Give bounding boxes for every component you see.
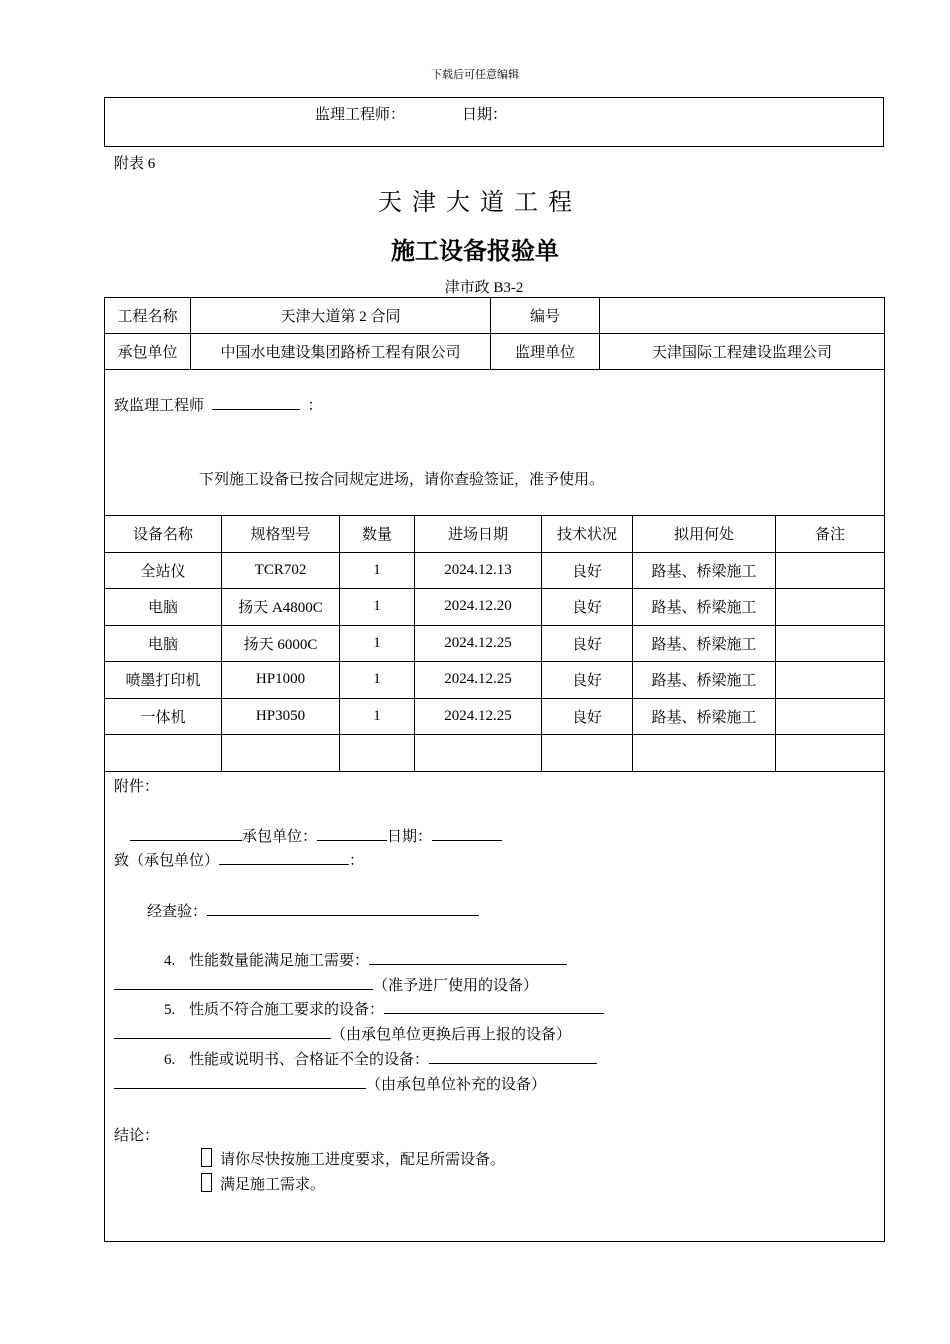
number-value	[600, 298, 885, 334]
table-cell: 全站仪	[105, 552, 222, 589]
to-contractor-label: 致（承包单位）	[114, 853, 220, 869]
item-6-note-blank	[114, 1074, 366, 1089]
conclusion-option-1[interactable]	[201, 1148, 505, 1169]
table-cell	[776, 735, 885, 772]
table-cell: 1	[340, 589, 415, 626]
table-cell: 2024.12.20	[415, 589, 542, 626]
item-5-note-line	[114, 1023, 571, 1044]
table-cell: 2024.12.25	[415, 698, 542, 735]
project-name-value: 天津大道第 2 合同	[191, 298, 491, 334]
contractor-value: 中国水电建设集团路桥工程有限公司	[191, 334, 491, 370]
table-cell: 1	[340, 698, 415, 735]
table-cell	[776, 662, 885, 699]
notice-body: 下列施工设备已按合同规定进场，请你查验签证，准予使用。	[199, 472, 605, 488]
table-cell	[415, 735, 542, 772]
header-note: 下载后可任意编辑	[431, 69, 519, 81]
table-row	[105, 662, 885, 699]
item-6-text: 性能或说明书、合格证不全的设备：	[189, 1052, 430, 1068]
table-cell: 良好	[542, 698, 633, 735]
contractor-sign-blank	[317, 826, 387, 841]
project-title: 天津大道工程	[378, 190, 582, 216]
table-cell: 良好	[542, 552, 633, 589]
attachments-label: 附件：	[114, 779, 160, 795]
table-row	[105, 334, 885, 370]
table-cell	[776, 625, 885, 662]
item-5	[164, 998, 604, 1019]
item-6	[164, 1048, 597, 1069]
table-row	[105, 589, 885, 626]
table-cell	[340, 735, 415, 772]
column-header: 设备名称	[105, 516, 222, 553]
table-cell: 电脑	[105, 589, 222, 626]
table-row	[105, 552, 885, 589]
table-cell: 2024.12.25	[415, 625, 542, 662]
column-header: 技术状况	[542, 516, 633, 553]
item-6-note: （由承包单位补充的设备）	[366, 1077, 547, 1093]
table-cell: 路基、桥梁施工	[633, 625, 776, 662]
item-5-note-blank	[114, 1024, 331, 1039]
option-2-text: 满足施工需求。	[220, 1177, 326, 1193]
form-title: 施工设备报验单	[391, 239, 559, 265]
date-label: 日期：	[462, 107, 508, 123]
item-4-blank	[369, 950, 567, 965]
table-cell: 路基、桥梁施工	[633, 662, 776, 699]
checkbox[interactable]	[201, 1173, 212, 1192]
item-5-number: 5.	[164, 1002, 176, 1018]
table-cell: 1	[340, 662, 415, 699]
item-5-text: 性质不符合施工要求的设备：	[189, 1002, 385, 1018]
column-header: 拟用何处	[633, 516, 776, 553]
table-cell: TCR702	[222, 552, 340, 589]
table-cell	[633, 735, 776, 772]
table-cell: 2024.12.13	[415, 552, 542, 589]
to-contractor-colon: ：	[349, 853, 365, 869]
column-header: 备注	[776, 516, 885, 553]
item-4-note-line	[114, 974, 538, 995]
supervisor-label: 监理单位	[491, 334, 600, 370]
table-cell: HP3050	[222, 698, 340, 735]
table-cell: 2024.12.25	[415, 662, 542, 699]
table-cell: 一体机	[105, 698, 222, 735]
engineer-signoff-box	[104, 97, 884, 147]
table-cell: HP1000	[222, 662, 340, 699]
table-cell: 良好	[542, 625, 633, 662]
table-cell: 1	[340, 552, 415, 589]
table-cell	[222, 735, 340, 772]
engineer-label: 监理工程师：	[315, 107, 406, 123]
table-row	[105, 735, 885, 772]
number-label: 编号	[491, 298, 600, 334]
equipment-table	[104, 515, 885, 772]
project-name-label: 工程名称	[105, 298, 191, 334]
contractor-label: 承包单位	[105, 334, 191, 370]
option-1-text: 请你尽快按施工进度要求，配足所需设备。	[220, 1152, 506, 1168]
contractor-name-blank	[219, 850, 349, 865]
notice-to-label: 致监理工程师	[114, 398, 205, 414]
table-cell: 路基、桥梁施工	[633, 698, 776, 735]
table-cell: 扬天 6000C	[222, 625, 340, 662]
sign-date-label: 日期：	[387, 829, 433, 845]
table-cell: 路基、桥梁施工	[633, 552, 776, 589]
item-5-note: （由承包单位更换后再上报的设备）	[331, 1027, 572, 1043]
table-cell	[776, 552, 885, 589]
conclusion-label: 结论：	[114, 1128, 160, 1144]
info-table	[104, 297, 885, 370]
item-4-text: 性能数量能满足施工需要：	[189, 953, 370, 969]
inspected-blank	[207, 901, 479, 916]
item-6-number: 6.	[164, 1052, 176, 1068]
table-cell: 良好	[542, 662, 633, 699]
inspected-label: 经查验：	[147, 904, 208, 920]
table-cell	[542, 735, 633, 772]
supervisor-value: 天津国际工程建设监理公司	[600, 334, 885, 370]
contractor-sign-label: 承包单位：	[242, 829, 318, 845]
table-cell: 良好	[542, 589, 633, 626]
table-cell	[776, 698, 885, 735]
column-header: 进场日期	[415, 516, 542, 553]
item-4-note: （准予进厂使用的设备）	[373, 978, 539, 994]
table-header-row	[105, 516, 885, 553]
item-6-note-line	[114, 1073, 546, 1094]
item-5-blank	[384, 999, 604, 1014]
item-6-blank	[429, 1049, 597, 1064]
inspected-line	[147, 900, 479, 921]
table-cell	[776, 589, 885, 626]
to-contractor-line	[114, 849, 364, 870]
item-4	[164, 949, 567, 970]
table-cell: 扬天 A4800C	[222, 589, 340, 626]
table-cell: 1	[340, 625, 415, 662]
table-cell: 电脑	[105, 625, 222, 662]
table-row	[105, 298, 885, 334]
checkbox[interactable]	[201, 1148, 212, 1167]
item-4-note-blank	[114, 975, 373, 990]
table-row	[105, 625, 885, 662]
conclusion-option-2[interactable]	[201, 1173, 325, 1194]
contractor-sign-line	[130, 825, 502, 846]
attachment-label: 附表 6	[114, 156, 156, 172]
column-header: 数量	[340, 516, 415, 553]
notice-colon: ：	[307, 398, 323, 414]
notice-to	[114, 394, 323, 415]
table-cell: 路基、桥梁施工	[633, 589, 776, 626]
item-4-number: 4.	[164, 953, 176, 969]
column-header: 规格型号	[222, 516, 340, 553]
engineer-name-blank	[212, 395, 300, 410]
sign-date-blank	[432, 826, 502, 841]
table-row	[105, 698, 885, 735]
table-cell	[105, 735, 222, 772]
table-cell: 喷墨打印机	[105, 662, 222, 699]
signature-blank	[130, 826, 242, 841]
form-code: 津市政 B3-2	[444, 280, 524, 296]
